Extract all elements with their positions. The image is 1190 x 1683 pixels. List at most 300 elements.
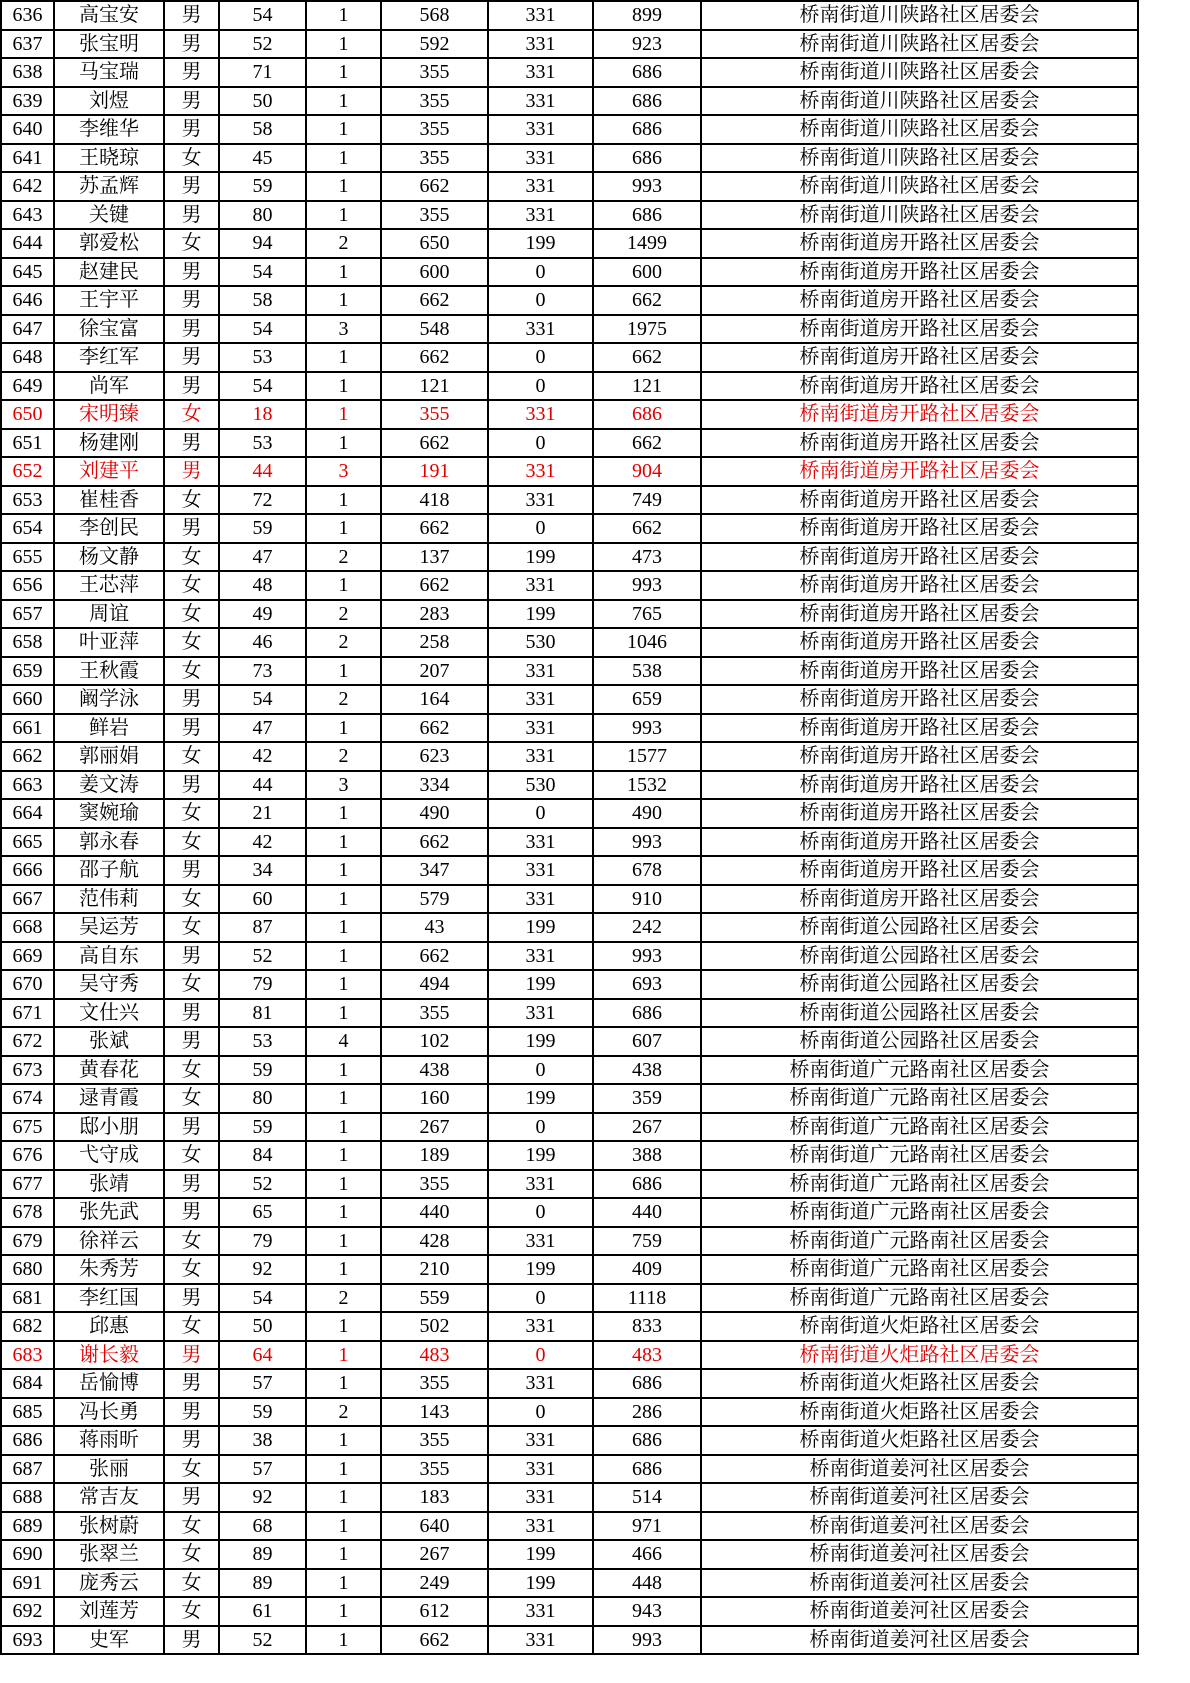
cell-gender: 男: [164, 1198, 219, 1227]
cell-age: 59: [219, 1398, 306, 1427]
cell-count: 1: [306, 58, 381, 87]
cell-name: 弋守成: [54, 1141, 164, 1170]
cell-amount-total: 514: [593, 1483, 701, 1512]
cell-count: 2: [306, 742, 381, 771]
cell-amount-2: 331: [488, 685, 593, 714]
cell-amount-1: 662: [381, 343, 488, 372]
cell-gender: 男: [164, 1, 219, 30]
cell-amount-2: 331: [488, 115, 593, 144]
cell-name: 张翠兰: [54, 1540, 164, 1569]
cell-row-number: 644: [1, 229, 54, 258]
cell-gender: 女: [164, 1455, 219, 1484]
cell-name: 张斌: [54, 1027, 164, 1056]
cell-row-number: 654: [1, 514, 54, 543]
cell-name: 刘莲芳: [54, 1597, 164, 1626]
cell-amount-1: 258: [381, 628, 488, 657]
cell-amount-total: 899: [593, 1, 701, 30]
cell-amount-2: 331: [488, 1626, 593, 1655]
cell-community: 桥南街道房开路社区居委会: [701, 885, 1138, 914]
cell-community: 桥南街道姜河社区居委会: [701, 1512, 1138, 1541]
cell-age: 38: [219, 1426, 306, 1455]
cell-count: 1: [306, 1569, 381, 1598]
table-row: [1, 1455, 1138, 1484]
cell-amount-1: 355: [381, 144, 488, 173]
cell-amount-2: 331: [488, 1227, 593, 1256]
table-row: [1, 1284, 1138, 1313]
table-row: [1, 201, 1138, 230]
cell-amount-total: 242: [593, 913, 701, 942]
cell-row-number: 645: [1, 258, 54, 287]
cell-community: 桥南街道房开路社区居委会: [701, 400, 1138, 429]
cell-amount-2: 331: [488, 1597, 593, 1626]
cell-row-number: 688: [1, 1483, 54, 1512]
cell-gender: 男: [164, 999, 219, 1028]
table-row: [1, 1597, 1138, 1626]
cell-gender: 女: [164, 657, 219, 686]
table-row: [1, 286, 1138, 315]
cell-amount-1: 418: [381, 486, 488, 515]
cell-amount-2: 331: [488, 999, 593, 1028]
cell-gender: 女: [164, 1512, 219, 1541]
cell-age: 53: [219, 429, 306, 458]
cell-amount-total: 600: [593, 258, 701, 287]
cell-amount-2: 331: [488, 30, 593, 59]
cell-age: 58: [219, 115, 306, 144]
cell-gender: 男: [164, 1426, 219, 1455]
table-row: [1, 714, 1138, 743]
cell-count: 1: [306, 115, 381, 144]
cell-amount-2: 331: [488, 657, 593, 686]
cell-count: 1: [306, 714, 381, 743]
cell-count: 1: [306, 258, 381, 287]
cell-amount-2: 0: [488, 1284, 593, 1313]
cell-count: 1: [306, 999, 381, 1028]
cell-amount-1: 355: [381, 58, 488, 87]
table-row: [1, 144, 1138, 173]
cell-amount-2: 199: [488, 913, 593, 942]
cell-amount-total: 686: [593, 58, 701, 87]
cell-name: 关键: [54, 201, 164, 230]
cell-amount-total: 662: [593, 286, 701, 315]
cell-amount-2: 0: [488, 258, 593, 287]
cell-age: 18: [219, 400, 306, 429]
cell-gender: 男: [164, 372, 219, 401]
cell-amount-1: 548: [381, 315, 488, 344]
cell-community: 桥南街道火炬路社区居委会: [701, 1369, 1138, 1398]
cell-age: 52: [219, 942, 306, 971]
cell-row-number: 691: [1, 1569, 54, 1598]
table-row: [1, 1512, 1138, 1541]
cell-amount-total: 1975: [593, 315, 701, 344]
cell-row-number: 656: [1, 571, 54, 600]
cell-row-number: 682: [1, 1312, 54, 1341]
cell-row-number: 662: [1, 742, 54, 771]
cell-amount-total: 993: [593, 942, 701, 971]
cell-name: 王晓琼: [54, 144, 164, 173]
cell-count: 2: [306, 600, 381, 629]
cell-count: 3: [306, 457, 381, 486]
cell-age: 79: [219, 970, 306, 999]
cell-amount-2: 331: [488, 742, 593, 771]
cell-gender: 女: [164, 885, 219, 914]
cell-amount-total: 388: [593, 1141, 701, 1170]
cell-amount-2: 331: [488, 87, 593, 116]
cell-community: 桥南街道广元路南社区居委会: [701, 1284, 1138, 1313]
cell-age: 73: [219, 657, 306, 686]
cell-age: 48: [219, 571, 306, 600]
cell-gender: 女: [164, 571, 219, 600]
cell-amount-total: 686: [593, 1170, 701, 1199]
cell-community: 桥南街道房开路社区居委会: [701, 571, 1138, 600]
cell-row-number: 659: [1, 657, 54, 686]
table-row: [1, 343, 1138, 372]
cell-row-number: 675: [1, 1113, 54, 1142]
cell-community: 桥南街道房开路社区居委会: [701, 657, 1138, 686]
cell-amount-2: 199: [488, 1569, 593, 1598]
table-row: [1, 315, 1138, 344]
cell-count: 2: [306, 229, 381, 258]
cell-gender: 女: [164, 543, 219, 572]
cell-name: 吴运芳: [54, 913, 164, 942]
cell-amount-2: 0: [488, 1113, 593, 1142]
cell-name: 王宇平: [54, 286, 164, 315]
cell-amount-total: 473: [593, 543, 701, 572]
cell-amount-2: 331: [488, 400, 593, 429]
cell-amount-total: 686: [593, 1426, 701, 1455]
cell-amount-1: 502: [381, 1312, 488, 1341]
cell-amount-2: 199: [488, 1141, 593, 1170]
cell-row-number: 665: [1, 828, 54, 857]
cell-gender: 男: [164, 457, 219, 486]
cell-amount-2: 331: [488, 58, 593, 87]
cell-name: 逯青霞: [54, 1084, 164, 1113]
cell-community: 桥南街道房开路社区居委会: [701, 685, 1138, 714]
cell-name: 阚学泳: [54, 685, 164, 714]
cell-community: 桥南街道房开路社区居委会: [701, 258, 1138, 287]
cell-community: 桥南街道广元路南社区居委会: [701, 1141, 1138, 1170]
cell-amount-total: 686: [593, 999, 701, 1028]
cell-amount-total: 286: [593, 1398, 701, 1427]
table-row: [1, 1341, 1138, 1370]
cell-amount-1: 207: [381, 657, 488, 686]
cell-name: 李维华: [54, 115, 164, 144]
cell-amount-total: 686: [593, 144, 701, 173]
cell-amount-total: 267: [593, 1113, 701, 1142]
cell-name: 张树蔚: [54, 1512, 164, 1541]
cell-gender: 男: [164, 1170, 219, 1199]
cell-gender: 女: [164, 1312, 219, 1341]
cell-count: 1: [306, 1455, 381, 1484]
cell-name: 庞秀云: [54, 1569, 164, 1598]
cell-amount-2: 0: [488, 1056, 593, 1085]
cell-count: 1: [306, 400, 381, 429]
cell-row-number: 666: [1, 856, 54, 885]
cell-gender: 女: [164, 1056, 219, 1085]
cell-age: 65: [219, 1198, 306, 1227]
cell-age: 92: [219, 1255, 306, 1284]
table-row: [1, 885, 1138, 914]
cell-amount-2: 331: [488, 172, 593, 201]
cell-count: 1: [306, 372, 381, 401]
table-row: [1, 685, 1138, 714]
table-row: [1, 429, 1138, 458]
cell-community: 桥南街道房开路社区居委会: [701, 628, 1138, 657]
cell-amount-2: 331: [488, 828, 593, 857]
table-row: [1, 87, 1138, 116]
cell-amount-total: 438: [593, 1056, 701, 1085]
table-row: [1, 1540, 1138, 1569]
cell-amount-1: 355: [381, 1426, 488, 1455]
cell-amount-1: 483: [381, 1341, 488, 1370]
cell-count: 1: [306, 657, 381, 686]
cell-age: 50: [219, 87, 306, 116]
cell-gender: 女: [164, 486, 219, 515]
cell-amount-1: 160: [381, 1084, 488, 1113]
cell-community: 桥南街道房开路社区居委会: [701, 828, 1138, 857]
cell-amount-1: 490: [381, 799, 488, 828]
cell-name: 谢长毅: [54, 1341, 164, 1370]
cell-name: 李红国: [54, 1284, 164, 1313]
table-row: [1, 628, 1138, 657]
cell-amount-1: 650: [381, 229, 488, 258]
cell-amount-1: 249: [381, 1569, 488, 1598]
table-row: [1, 913, 1138, 942]
cell-community: 桥南街道广元路南社区居委会: [701, 1113, 1138, 1142]
cell-age: 84: [219, 1141, 306, 1170]
cell-amount-2: 331: [488, 1312, 593, 1341]
cell-age: 54: [219, 1284, 306, 1313]
cell-count: 1: [306, 942, 381, 971]
cell-name: 周谊: [54, 600, 164, 629]
cell-amount-2: 0: [488, 343, 593, 372]
cell-row-number: 668: [1, 913, 54, 942]
cell-row-number: 661: [1, 714, 54, 743]
table-row: [1, 1483, 1138, 1512]
cell-community: 桥南街道姜河社区居委会: [701, 1483, 1138, 1512]
cell-count: 1: [306, 1198, 381, 1227]
cell-count: 1: [306, 1341, 381, 1370]
cell-amount-2: 199: [488, 1540, 593, 1569]
cell-row-number: 685: [1, 1398, 54, 1427]
cell-count: 1: [306, 172, 381, 201]
cell-amount-total: 749: [593, 486, 701, 515]
cell-amount-total: 121: [593, 372, 701, 401]
cell-gender: 男: [164, 685, 219, 714]
cell-row-number: 664: [1, 799, 54, 828]
cell-age: 60: [219, 885, 306, 914]
cell-gender: 女: [164, 1227, 219, 1256]
cell-amount-2: 530: [488, 771, 593, 800]
cell-count: 3: [306, 771, 381, 800]
table-row: [1, 1, 1138, 30]
cell-count: 1: [306, 144, 381, 173]
cell-count: 1: [306, 429, 381, 458]
cell-amount-1: 355: [381, 1170, 488, 1199]
cell-amount-total: 686: [593, 400, 701, 429]
cell-age: 59: [219, 1056, 306, 1085]
cell-amount-2: 0: [488, 1198, 593, 1227]
cell-community: 桥南街道广元路南社区居委会: [701, 1084, 1138, 1113]
cell-amount-total: 693: [593, 970, 701, 999]
cell-amount-total: 910: [593, 885, 701, 914]
cell-community: 桥南街道公园路社区居委会: [701, 942, 1138, 971]
cell-amount-1: 347: [381, 856, 488, 885]
cell-amount-1: 355: [381, 201, 488, 230]
cell-age: 54: [219, 372, 306, 401]
cell-count: 1: [306, 571, 381, 600]
cell-name: 杨建刚: [54, 429, 164, 458]
cell-count: 1: [306, 30, 381, 59]
cell-age: 53: [219, 343, 306, 372]
cell-amount-total: 448: [593, 1569, 701, 1598]
cell-row-number: 690: [1, 1540, 54, 1569]
cell-count: 1: [306, 343, 381, 372]
cell-community: 桥南街道姜河社区居委会: [701, 1597, 1138, 1626]
cell-count: 1: [306, 1312, 381, 1341]
cell-community: 桥南街道川陕路社区居委会: [701, 201, 1138, 230]
cell-count: 2: [306, 685, 381, 714]
cell-name: 黄春花: [54, 1056, 164, 1085]
cell-amount-2: 331: [488, 1426, 593, 1455]
cell-age: 45: [219, 144, 306, 173]
cell-amount-1: 267: [381, 1540, 488, 1569]
cell-age: 68: [219, 1512, 306, 1541]
cell-name: 高自东: [54, 942, 164, 971]
cell-row-number: 689: [1, 1512, 54, 1541]
cell-amount-2: 199: [488, 229, 593, 258]
cell-amount-1: 559: [381, 1284, 488, 1313]
cell-count: 3: [306, 315, 381, 344]
cell-age: 42: [219, 742, 306, 771]
cell-name: 岳愉博: [54, 1369, 164, 1398]
cell-amount-1: 662: [381, 514, 488, 543]
cell-row-number: 642: [1, 172, 54, 201]
cell-name: 王芯萍: [54, 571, 164, 600]
cell-count: 4: [306, 1027, 381, 1056]
cell-community: 桥南街道火炬路社区居委会: [701, 1398, 1138, 1427]
cell-row-number: 676: [1, 1141, 54, 1170]
cell-count: 1: [306, 799, 381, 828]
cell-count: 1: [306, 486, 381, 515]
cell-age: 52: [219, 1170, 306, 1199]
cell-amount-1: 210: [381, 1255, 488, 1284]
table-row: [1, 1369, 1138, 1398]
cell-row-number: 639: [1, 87, 54, 116]
cell-count: 1: [306, 1227, 381, 1256]
cell-gender: 男: [164, 1113, 219, 1142]
table-row: [1, 1027, 1138, 1056]
cell-name: 王秋霞: [54, 657, 164, 686]
cell-amount-2: 331: [488, 714, 593, 743]
table-row: [1, 514, 1138, 543]
cell-amount-total: 923: [593, 30, 701, 59]
cell-count: 1: [306, 87, 381, 116]
cell-amount-total: 1499: [593, 229, 701, 258]
cell-amount-2: 331: [488, 1455, 593, 1484]
cell-amount-1: 355: [381, 400, 488, 429]
cell-amount-2: 331: [488, 1170, 593, 1199]
cell-amount-2: 199: [488, 1084, 593, 1113]
cell-count: 1: [306, 1141, 381, 1170]
table-row: [1, 1141, 1138, 1170]
cell-amount-total: 359: [593, 1084, 701, 1113]
cell-row-number: 638: [1, 58, 54, 87]
table-row: [1, 657, 1138, 686]
cell-age: 89: [219, 1540, 306, 1569]
cell-age: 54: [219, 1, 306, 30]
cell-name: 徐祥云: [54, 1227, 164, 1256]
cell-amount-1: 662: [381, 286, 488, 315]
cell-amount-2: 199: [488, 543, 593, 572]
cell-amount-total: 993: [593, 714, 701, 743]
cell-amount-1: 355: [381, 1369, 488, 1398]
cell-count: 1: [306, 913, 381, 942]
table-row: [1, 258, 1138, 287]
cell-gender: 男: [164, 1398, 219, 1427]
cell-gender: 男: [164, 286, 219, 315]
cell-gender: 男: [164, 1483, 219, 1512]
cell-community: 桥南街道广元路南社区居委会: [701, 1227, 1138, 1256]
cell-name: 邱惠: [54, 1312, 164, 1341]
cell-amount-total: 833: [593, 1312, 701, 1341]
table-row: [1, 742, 1138, 771]
cell-community: 桥南街道房开路社区居委会: [701, 771, 1138, 800]
cell-row-number: 637: [1, 30, 54, 59]
cell-community: 桥南街道房开路社区居委会: [701, 372, 1138, 401]
cell-amount-total: 904: [593, 457, 701, 486]
cell-name: 张靖: [54, 1170, 164, 1199]
cell-community: 桥南街道川陕路社区居委会: [701, 30, 1138, 59]
table-row: [1, 1170, 1138, 1199]
cell-amount-1: 183: [381, 1483, 488, 1512]
cell-amount-2: 530: [488, 628, 593, 657]
cell-count: 1: [306, 1512, 381, 1541]
cell-gender: 男: [164, 714, 219, 743]
cell-name: 宋明臻: [54, 400, 164, 429]
cell-amount-total: 662: [593, 343, 701, 372]
cell-row-number: 646: [1, 286, 54, 315]
cell-gender: 男: [164, 343, 219, 372]
table-row: [1, 970, 1138, 999]
cell-gender: 男: [164, 58, 219, 87]
cell-amount-total: 993: [593, 172, 701, 201]
cell-name: 常吉友: [54, 1483, 164, 1512]
cell-age: 71: [219, 58, 306, 87]
cell-community: 桥南街道房开路社区居委会: [701, 229, 1138, 258]
cell-row-number: 670: [1, 970, 54, 999]
cell-amount-2: 331: [488, 571, 593, 600]
cell-gender: 男: [164, 1027, 219, 1056]
table-row: [1, 543, 1138, 572]
table-row: [1, 771, 1138, 800]
cell-name: 徐宝富: [54, 315, 164, 344]
cell-amount-2: 331: [488, 457, 593, 486]
cell-row-number: 653: [1, 486, 54, 515]
cell-community: 桥南街道姜河社区居委会: [701, 1455, 1138, 1484]
cell-amount-2: 0: [488, 286, 593, 315]
cell-community: 桥南街道广元路南社区居委会: [701, 1170, 1138, 1199]
cell-age: 44: [219, 771, 306, 800]
cell-amount-2: 331: [488, 315, 593, 344]
cell-amount-1: 662: [381, 1626, 488, 1655]
cell-amount-total: 1577: [593, 742, 701, 771]
cell-amount-2: 0: [488, 429, 593, 458]
cell-community: 桥南街道川陕路社区居委会: [701, 115, 1138, 144]
cell-amount-1: 568: [381, 1, 488, 30]
cell-amount-total: 1118: [593, 1284, 701, 1313]
table-row: [1, 30, 1138, 59]
cell-age: 64: [219, 1341, 306, 1370]
